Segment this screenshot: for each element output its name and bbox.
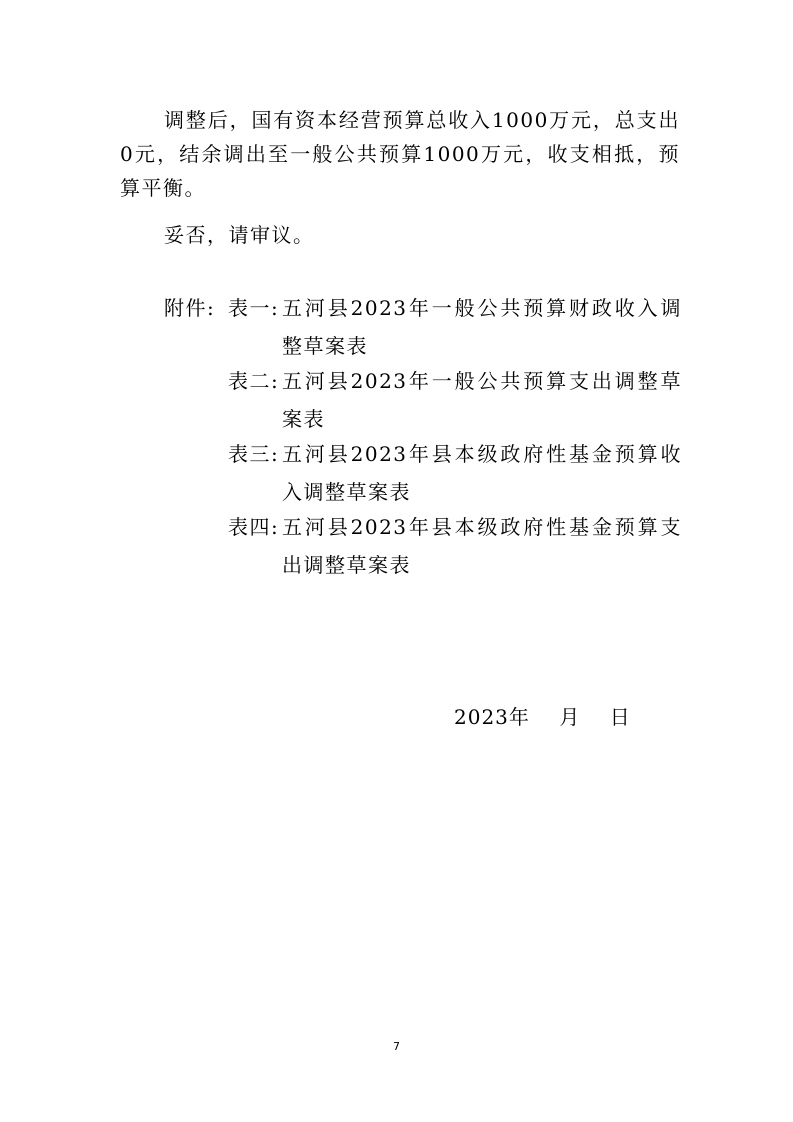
attachment-item-label: 表三: — [228, 442, 280, 466]
review-request-paragraph: 妥否，请审议。 — [164, 223, 315, 247]
attachment-item-title: 五河县2023年县本级政府性基金预算支出调整草案表 — [282, 515, 682, 577]
attachment-item-label: 表一: — [228, 296, 280, 320]
attachment-item — [228, 362, 682, 438]
attachments-label: 附件: — [164, 296, 216, 320]
attachment-item-label: 表二: — [228, 369, 280, 393]
attachment-item-label: 表四: — [228, 515, 280, 539]
page-number: 7 — [393, 1040, 400, 1053]
attachment-item-title: 五河县2023年一般公共预算财政收入调整草案表 — [282, 296, 682, 358]
attachment-item — [228, 435, 682, 511]
attachment-item-title: 五河县2023年县本级政府性基金预算收入调整草案表 — [282, 442, 682, 504]
attachment-item — [228, 508, 682, 584]
budget-summary-paragraph: 调整后，国有资本经营预算总收入1000万元，总支出0元，结余调出至一般公共预算1000万元，收支相抵，预算平衡。 — [120, 108, 680, 200]
attachment-item-title: 五河县2023年一般公共预算支出调整草案表 — [282, 369, 682, 431]
attachment-item — [228, 289, 682, 365]
document-date: 2023年 月 日 — [454, 705, 631, 729]
